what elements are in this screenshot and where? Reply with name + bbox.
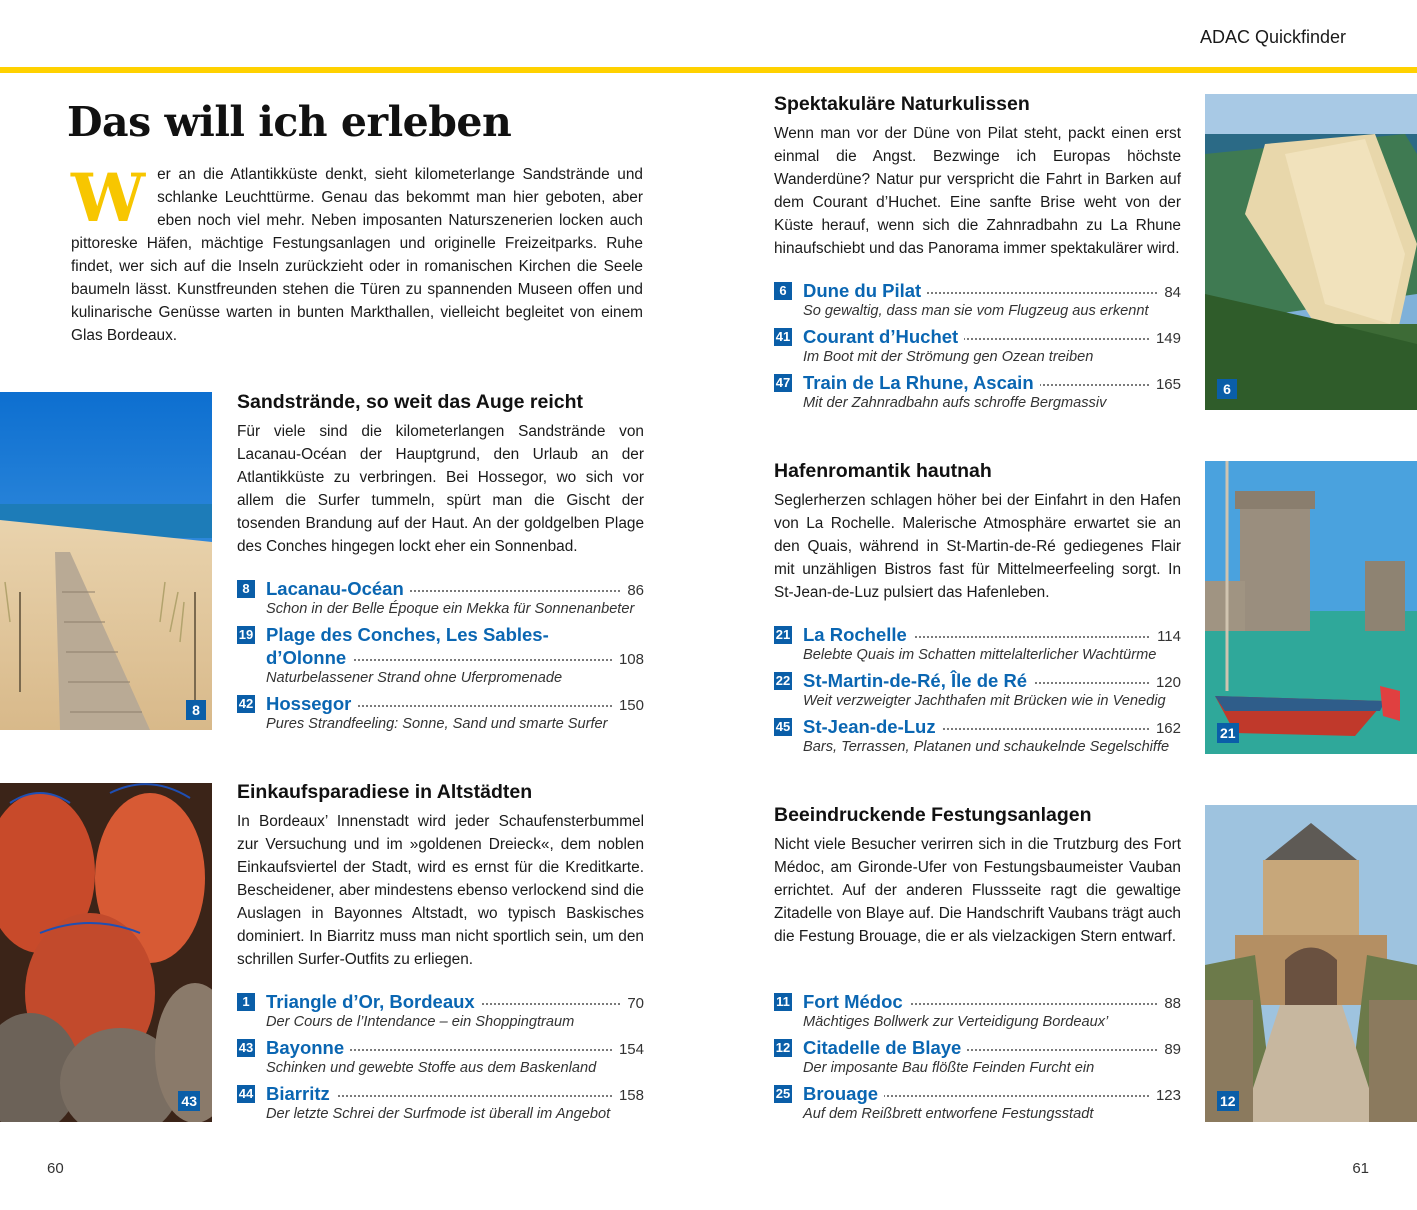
- entry-description: Mächtiges Bollwerk zur Verteidigung Bordeaux’: [803, 1014, 1109, 1030]
- entry-page: 158: [613, 1087, 644, 1105]
- entry-name[interactable]: Bayonne: [266, 1036, 350, 1059]
- entry-name[interactable]: Biarritz: [266, 1082, 336, 1105]
- entry-page: 162: [1150, 720, 1181, 738]
- entry-page: 70: [621, 995, 644, 1013]
- entry-page: 86: [621, 582, 644, 600]
- entry-name[interactable]: Fort Médoc: [803, 990, 909, 1013]
- ham-photo: [0, 783, 212, 1122]
- entry-number: 11: [774, 993, 792, 1011]
- entry-page: 123: [1150, 1087, 1181, 1105]
- section-text: Für viele sind die kilometerlangen Sandstrände von Lacanau-Océan der Hauptgrund, den Urlaub an der Atlantikküste zu verbringen. Bei Hossegor, wo sich vor allem die Surfer tummeln, spürt man die Gischt der tosenden Brandung auf der Haut. An der goldgelben Plage des Conches hingegen lockt eher ein Sonnenbad.: [237, 423, 644, 555]
- entry-description: Der letzte Schrei der Surfmode ist überall im Angebot: [266, 1106, 611, 1122]
- entry-description: Mit der Zahnradbahn aufs schroffe Bergmassiv: [803, 395, 1107, 411]
- list-item[interactable]: [774, 623, 1181, 669]
- list-item[interactable]: [237, 1082, 644, 1128]
- entry-name-continued[interactable]: d’Olonne: [266, 646, 352, 669]
- beach-boardwalk-image: [0, 392, 212, 730]
- entry-name[interactable]: Dune du Pilat: [803, 279, 927, 302]
- fortress-image: [1205, 805, 1417, 1122]
- entry-page: 149: [1150, 330, 1181, 348]
- list-item[interactable]: [774, 990, 1181, 1036]
- photo-badge: 21: [1217, 723, 1239, 743]
- entry-name[interactable]: St-Jean-de-Luz: [803, 715, 942, 738]
- section-heading: Einkaufsparadiese in Altstädten: [237, 781, 533, 803]
- entries-harbours: [774, 623, 1181, 761]
- entry-number: 45: [775, 719, 791, 734]
- page-number-right: 61: [1352, 1160, 1369, 1177]
- entry-number: 8: [237, 580, 255, 598]
- list-item[interactable]: [774, 1082, 1181, 1128]
- list-item[interactable]: [237, 1036, 644, 1082]
- dune-photo: [1205, 94, 1417, 410]
- drop-cap: W: [71, 159, 146, 237]
- section-text: Nicht viele Besucher verirren sich in die Trutzburg des Fort Médoc, am Gironde-Ufer von Festungsbaumeister Vauban errichtet. Auf der anderen Flussseite ragt die gewaltige Zitadelle von Blaye auf. Die Handschrift Vaubans trägt auch die Festung Brouage, die er als vielzackigen Stern entwarf.: [774, 836, 1181, 945]
- intro-paragraph: [71, 159, 643, 347]
- entry-number: 6: [774, 282, 792, 300]
- entries-beaches: [237, 577, 644, 738]
- entry-description: Schon in der Belle Époque ein Mekka für Sonnenanbeter: [266, 601, 635, 617]
- photo-badge: 12: [1217, 1091, 1239, 1111]
- dune-image: [1205, 94, 1417, 410]
- entry-description: Belebte Quais im Schatten mittelalterlicher Wachtürme: [803, 647, 1157, 663]
- entry-name[interactable]: Train de La Rhune, Ascain: [803, 371, 1040, 394]
- fortress-photo: [1205, 805, 1417, 1122]
- section-shopping: [237, 780, 644, 971]
- entry-number: 21: [775, 627, 791, 642]
- entry-name[interactable]: St-Martin-de-Ré, Île de Ré: [803, 669, 1033, 692]
- list-item[interactable]: [774, 715, 1181, 761]
- section-text: In Bordeaux’ Innenstadt wird jeder Schaufensterbummel zur Versuchung und im »goldenen Dreieck«, dem noblen Einkaufsviertel der Stadt, wird es ernst für die Kreditkarte. Bescheidener, aber mindestens ebenso verlockend sind die Auslagen in Bayonnes Altstadt, wo typisch Baskisches dominiert. In Biarritz muss man nicht sportlich sein, um den schrillen Surfer-Outfits zu erliegen.: [237, 813, 644, 968]
- section-text: Seglerherzen schlagen höher bei der Einfahrt in den Hafen von La Rochelle. Malerische Atmosphäre erwartet sie an den Quais, während in St-Martin-de-Ré gediegenes Flair mit unzähligen Bistros fast für Mittelmeerfeeling sorgt. In St-Jean-de-Luz pulsiert das Hafenleben.: [774, 492, 1181, 601]
- entry-number: 43: [238, 1040, 254, 1055]
- list-item[interactable]: [774, 279, 1181, 325]
- entry-page: 88: [1158, 995, 1181, 1013]
- photo-badge: 43: [178, 1091, 200, 1111]
- section-fortresses: [774, 803, 1181, 948]
- entry-description: Auf dem Reißbrett entworfene Festungsstadt: [803, 1106, 1094, 1122]
- quickfinder-label: ADAC Quickfinder: [1199, 27, 1346, 47]
- entry-description: So gewaltig, dass man sie vom Flugzeug aus erkennt: [803, 303, 1149, 319]
- entry-page: 150: [613, 697, 644, 715]
- section-heading: Spektakuläre Naturkulissen: [774, 93, 1030, 115]
- entry-number: 25: [775, 1086, 791, 1101]
- harbour-image: [1205, 461, 1417, 754]
- entry-number: 22: [775, 673, 791, 688]
- entry-page: 89: [1158, 1041, 1181, 1059]
- entry-page: 154: [613, 1041, 644, 1059]
- intro-text: er an die Atlantikküste denkt, sieht kilometerlange Sandstrände und schlanke Leuchttürme. Genau das bekommt man hier geboten, aber eben noch viel mehr. Neben imposanten Naturszenerien locken auch pittoreske Häfen, mächtige Festungsanlagen und originelle Freizeitparks. Ruhe findet, wer sich auf die Inseln zurückzieht oder in romanischen Kirchen die Seele baumeln lässt. Kunstfreunden stehen die Türen zu spannenden Museen offen und kulinarische Genüsse warten in bunten Markthallen, vielleicht begleitet von einem Glas Bordeaux.: [71, 166, 643, 344]
- yellow-header-rule: [0, 67, 1417, 73]
- entry-name[interactable]: Plage des Conches, Les Sables-: [266, 623, 555, 646]
- entry-description: Bars, Terrassen, Platanen und schaukelnde Segelschiffe: [803, 739, 1170, 755]
- entry-description: Schinken und gewebte Stoffe aus dem Baskenland: [266, 1060, 597, 1076]
- entries-shopping: [237, 990, 644, 1128]
- list-item[interactable]: [237, 623, 644, 692]
- list-item[interactable]: [774, 669, 1181, 715]
- entry-name[interactable]: Citadelle de Blaye: [803, 1036, 967, 1059]
- entries-nature: [774, 279, 1181, 417]
- entry-number: 19: [238, 627, 254, 642]
- beach-photo: [0, 392, 212, 730]
- section-beaches: [237, 390, 644, 558]
- entry-number: 12: [775, 1040, 791, 1055]
- entry-page: 114: [1151, 628, 1181, 646]
- list-item[interactable]: [774, 325, 1181, 371]
- section-text: Wenn man vor der Düne von Pilat steht, packt einen erst einmal die Angst. Bezwinge ich Europas höchste Wanderdüne? Natur pur verspricht die Fahrt in Barken auf dem Courant d’Huchet. Eine sanfte Brise weht von der Küste herauf, wenn sich die Zahnradbahn zu La Rhune hinaufschiebt und das Panorama immer spektakulärer wird.: [774, 125, 1181, 257]
- entry-name[interactable]: Brouage: [803, 1082, 884, 1105]
- list-item[interactable]: [237, 990, 644, 1036]
- entry-number: 41: [775, 329, 791, 344]
- entry-description: Weit verzweigter Jachthafen mit Brücken wie in Venedig: [803, 693, 1166, 709]
- entries-fortresses: [774, 990, 1181, 1128]
- entry-name[interactable]: La Rochelle: [803, 623, 913, 646]
- entry-description: Naturbelassener Strand ohne Uferpromenade: [266, 670, 563, 686]
- harbour-photo: [1205, 461, 1417, 754]
- section-nature: [774, 92, 1181, 260]
- hams-image: [0, 783, 212, 1122]
- list-item[interactable]: [774, 371, 1181, 417]
- list-item[interactable]: [237, 577, 644, 623]
- photo-badge: 6: [1217, 379, 1237, 399]
- section-heading: Hafenromantik hautnah: [774, 460, 992, 482]
- entry-number: 47: [775, 375, 791, 390]
- entry-number: 42: [238, 696, 254, 711]
- entry-page: 108: [613, 651, 644, 669]
- list-item[interactable]: [774, 1036, 1181, 1082]
- page-number-left: 60: [47, 1160, 64, 1177]
- entry-name[interactable]: Hossegor: [266, 692, 357, 715]
- entry-number: 44: [238, 1086, 254, 1101]
- section-heading: Sandstrände, so weit das Auge reicht: [237, 391, 584, 413]
- entry-name[interactable]: Courant d’Huchet: [803, 325, 964, 348]
- entry-page: 120: [1150, 674, 1181, 692]
- entry-page: 165: [1150, 376, 1181, 394]
- entry-description: Im Boot mit der Strömung gen Ozean treiben: [803, 349, 1094, 365]
- entry-description: Pures Strandfeeling: Sonne, Sand und smarte Surfer: [266, 716, 608, 732]
- entry-number: 1: [237, 993, 255, 1011]
- photo-badge: 8: [186, 700, 206, 720]
- entry-name[interactable]: Lacanau-Océan: [266, 577, 410, 600]
- page-title: Das will ich erleben: [67, 98, 512, 146]
- entry-description: Der imposante Bau flößte Feinden Furcht ein: [803, 1060, 1095, 1076]
- entry-name[interactable]: Triangle d’Or, Bordeaux: [266, 990, 481, 1013]
- entry-page: 84: [1158, 284, 1181, 302]
- list-item[interactable]: [237, 692, 644, 738]
- entry-description: Der Cours de l’Intendance – ein Shoppingtraum: [266, 1014, 575, 1030]
- section-heading: Beeindruckende Festungsanlagen: [774, 804, 1092, 826]
- section-harbours: [774, 459, 1181, 604]
